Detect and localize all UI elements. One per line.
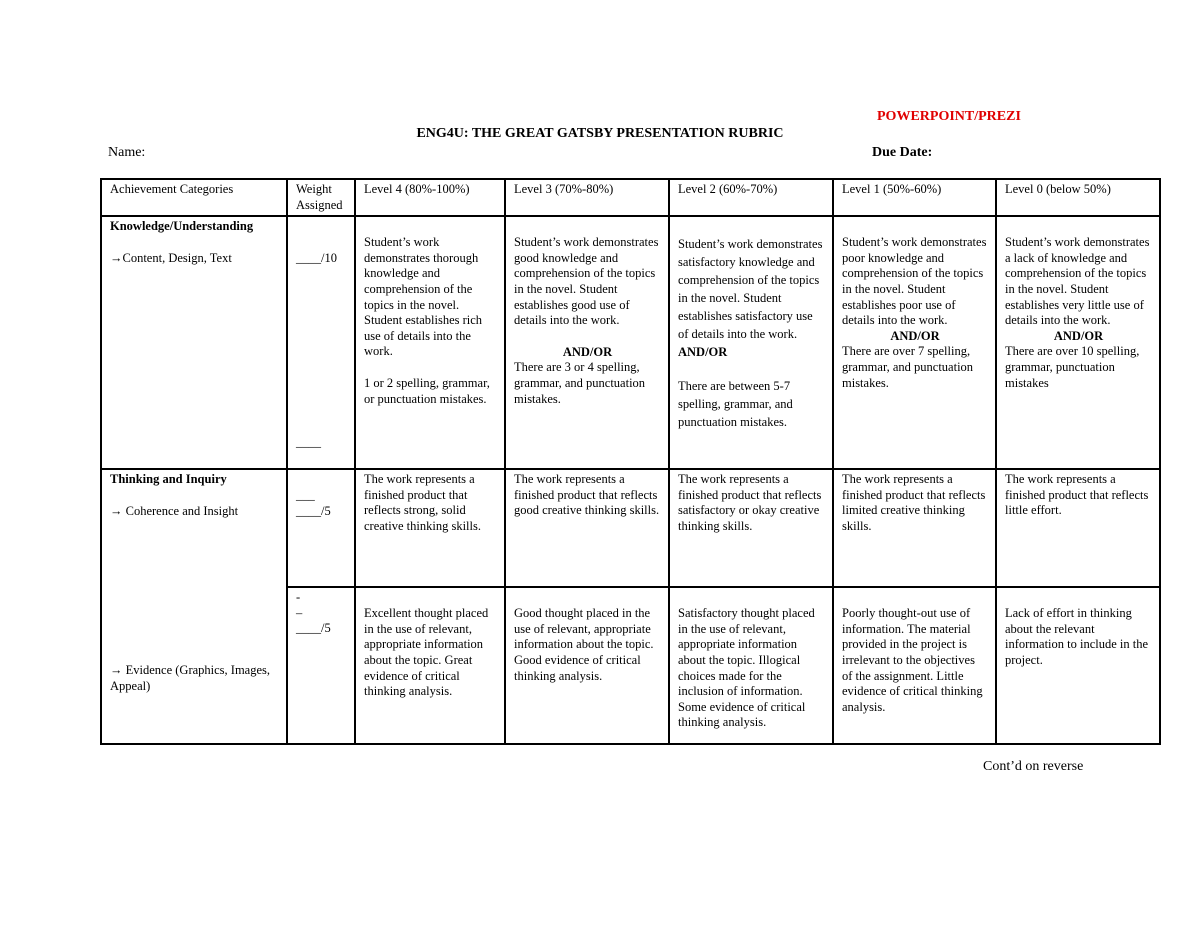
level1-andor: AND/OR [890, 328, 940, 343]
level2-text-body: Student’s work demonstrates satisfactory knowledge and comprehension of the topics in the novel. Student establishes satisfactory use of details into the work. [678, 237, 823, 342]
level2-mistakes: There are between 5-7 spelling, grammar, and punctuation mistakes. [678, 379, 793, 430]
level2-andor: AND/OR [678, 345, 728, 360]
level2-cell [669, 587, 833, 744]
header-row [101, 179, 1160, 216]
level4-mistakes: 1 or 2 spelling, grammar, or punctuation mistakes. [364, 375, 490, 406]
category-cell [101, 469, 287, 587]
thinking-row [101, 469, 1160, 587]
level4-cell [355, 587, 505, 744]
header-cell: Level 1 (50%-60%) [833, 179, 996, 216]
level4-text: Excellent thought placed in the use of relevant, appropriate information about the topic. Great evidence of critical thinking analysis. [364, 606, 489, 699]
title-text: ENG4U: THE GREAT GATSBY PRESENTATION RUBRIC [416, 126, 784, 141]
header-cell: Level 4 (80%-100%) [355, 179, 505, 216]
level2-cell: The work represents a finished product that reflects satisfactory or okay creative thinking skills. [669, 469, 833, 587]
weight-dash: - [296, 590, 301, 605]
level3-cell [505, 216, 669, 469]
weight-cell [287, 587, 355, 744]
category-sub: → Coherence and Insight [110, 503, 239, 518]
document-tag: POWERPOINT/PREZI [877, 109, 1021, 124]
weight-value: ____/5 [296, 621, 331, 636]
header-cell: Weight Assigned [287, 179, 355, 216]
level1-mistakes: There are over 7 spelling, grammar, and punctuation mistakes. [842, 344, 974, 390]
continued-note: Cont’d on reverse [983, 759, 1084, 774]
header-cell: Achievement Categories [101, 179, 287, 216]
level1-text: Student’s work demonstrates poor knowledge and comprehension of the topics in the novel. Student establishes poor use of details into the work. [842, 235, 987, 328]
weight-blank: ____ [296, 434, 321, 449]
weight-value: ____/5 [296, 503, 331, 518]
header-cell: Level 0 (below 50%) [996, 179, 1160, 216]
level0-cell [996, 587, 1160, 744]
level4-cell [355, 216, 505, 469]
name-label: Name: [108, 145, 146, 160]
level3-text: Good thought placed in the use of relevant, appropriate information about the topic. Good evidence of critical thinking analysis. [514, 606, 654, 683]
category-title: Thinking and Inquiry [110, 472, 227, 487]
level3-cell: The work represents a finished product that reflects good creative thinking skills. [505, 469, 669, 587]
weight-dash: – [296, 605, 303, 620]
due-date-label: Due Date: [872, 145, 933, 160]
level1-cell [833, 587, 996, 744]
level0-cell: The work represents a finished product that reflects little effort. [996, 469, 1160, 587]
level3-mistakes: There are 3 or 4 spelling, grammar, and punctuation mistakes. [514, 360, 646, 406]
level4-cell: The work represents a finished product that reflects strong, solid creative thinking skills. [355, 469, 505, 587]
evidence-row [101, 587, 1160, 744]
rubric-table [100, 178, 1161, 745]
level4-text: Student’s work demonstrates thorough knowledge and comprehension of the topics in the novel. Student establishes rich use of details into the work. [364, 235, 483, 359]
level3-cell [505, 587, 669, 744]
level0-andor: AND/OR [1053, 328, 1104, 343]
knowledge-row [101, 216, 1160, 469]
level2-cell [669, 216, 833, 469]
category-cell [101, 216, 287, 469]
level1-cell [833, 216, 996, 469]
weight-cell [287, 216, 355, 469]
page-title [0, 126, 1200, 142]
level2-text: Satisfactory thought placed in the use of relevant, appropriate information about the topic. Illogical choices made for the inclusion of information. Some evidence of critical thinking analysis. [678, 606, 815, 730]
level3-text: Student’s work demonstrates good knowledge and comprehension of the topics in the novel. Student establishes good use of details into the work. [514, 235, 659, 328]
category-sub: → Evidence (Graphics, Images, Appeal) [110, 663, 271, 693]
header-cell: Level 3 (70%-80%) [505, 179, 669, 216]
level3-andor: AND/OR [562, 344, 613, 359]
level0-cell [996, 216, 1160, 469]
category-cell [101, 587, 287, 744]
level0-mistakes: There are over 10 spelling, grammar, punctuation mistakes [1005, 344, 1140, 390]
level1-cell: The work represents a finished product that reflects limited creative thinking skills. [833, 469, 996, 587]
weight-value: ____/10 [296, 251, 337, 266]
level0-text: Student’s work demonstrates a lack of knowledge and comprehension of the topics in the novel. Student establishes very little use of details into the work. [1005, 235, 1150, 328]
weight-cell [287, 469, 355, 587]
level0-text: Lack of effort in thinking about the relevant information to include in the project. [1005, 606, 1149, 667]
level2-text [678, 235, 825, 361]
weight-blank: ___ [296, 488, 315, 503]
header-cell: Level 2 (60%-70%) [669, 179, 833, 216]
category-title: Knowledge/Understanding [110, 219, 254, 234]
level1-text: Poorly thought-out use of information. The material provided in the project is irrelevant to the objectives of the assignment. Little evidence of critical thinking analysis. [842, 606, 983, 714]
category-sub: →Content, Design, Text [110, 250, 232, 265]
